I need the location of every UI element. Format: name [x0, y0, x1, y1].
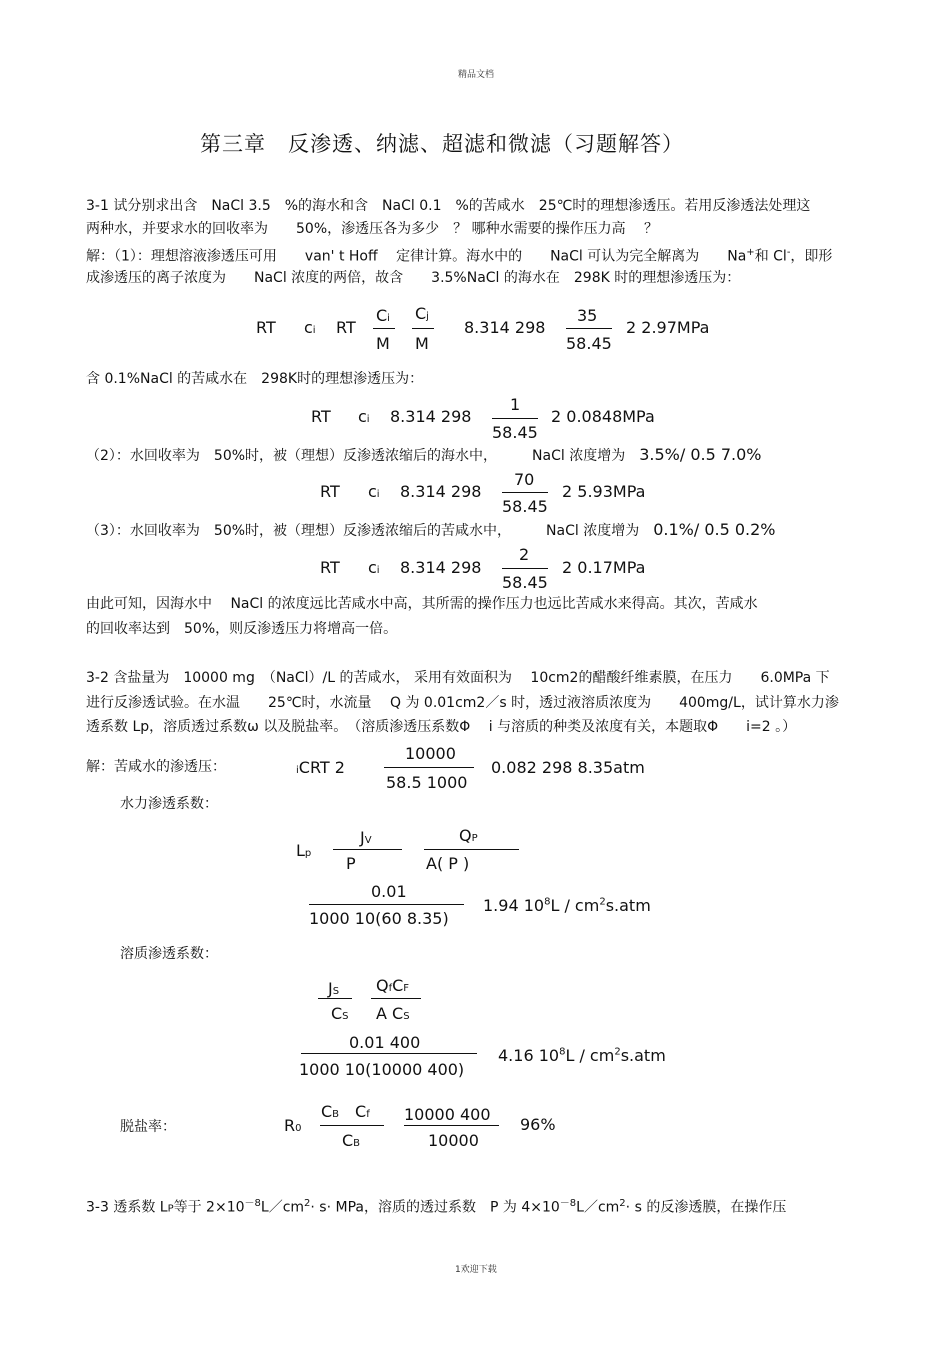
p32-answer-osmotic: 解：苦咸水的渗透压：	[86, 759, 226, 775]
page-footer: 1欢迎下载	[455, 1265, 497, 1275]
p31-text-part2: （2）：水回收率为 50%时，被（理想）反渗透浓缩后的海水中， NaCl 浓度增为 3.5%/ 0.5 7.0%	[86, 445, 762, 464]
p32-question-line1: 3-2 含盐量为 10000 mg （NaCl）/L 的苦咸水， 采用有效面积为 10cm2的醋酸纤维素膜，在压力 6.0MPa 下	[86, 670, 830, 686]
p31-question-line1: 3-1 试分别求出含 NaCl 3.5 %的海水和含 NaCl 0.1 %的苦咸水 25℃时的理想渗透压。若用反渗透法处理这	[86, 198, 811, 214]
p31-answer-line1: 解：（1）：理想溶液渗透压可用 van' t Hoff 定律计算。海水中的 NaCl 可认为完全解离为 Na+和 Cl-，即形	[86, 247, 833, 265]
page-header: 精品文档	[458, 70, 495, 80]
p32-text-rejection: 脱盐率：	[120, 1119, 176, 1135]
p32-question-line2: 进行反渗透试验。在水温 25℃时，水流量 Q 为 0.01cm2／s 时，透过液溶质浓度为 400mg/L，试计算水力渗	[86, 695, 839, 711]
p31-question-line2: 两种水，并要求水的回收率为 50%，渗透压各为多少 ？ 哪种水需要的操作压力高 ？	[86, 221, 659, 237]
p31-text-brackish: 含 0.1%NaCl 的苦咸水在 298K时的理想渗透压为：	[86, 371, 424, 387]
p32-text-hydraulic: 水力渗透系数：	[120, 796, 218, 812]
p32-text-solute: 溶质渗透系数：	[120, 946, 218, 962]
chapter-title: 第三章 反渗透、纳滤、超滤和微滤（习题解答）	[200, 132, 684, 156]
p31-conclusion-line2: 的回收率达到 50%，则反渗透压力将增高一倍。	[86, 621, 398, 637]
p31-conclusion-line1: 由此可知，因海水中 NaCl 的浓度远比苦咸水中高，其所需的操作压力也远比苦咸水来得高。其次，苦咸水	[86, 596, 758, 612]
p32-question-line3: 透系数 Lp，溶质透过系数ω 以及脱盐率。 （溶质渗透压系数Φ i 与溶质的种类及浓度有关，本题取Φ i=2 。）	[86, 719, 797, 735]
p33-question-line1: 3-3 透系数 LP等于 $2\times 10^{-8}L/cm^2\cdot s\cdot$ MPa，溶质的透过系数 P 为 $4\times 10^{-8}L/cm^2\cdot s$ 的反渗透膜，在操作压	[86, 1198, 787, 1216]
p31-text-part3: （3）：水回收率为 50%时，被（理想）反渗透浓缩后的苦咸水中， NaCl 浓度增为 0.1%/ 0.5 0.2%	[86, 520, 776, 539]
p31-answer-line2: 成渗透压的离子浓度为 NaCl 浓度的两倍，故含 3.5%NaCl 的海水在 298K 时的理想渗透压为：	[86, 270, 741, 286]
